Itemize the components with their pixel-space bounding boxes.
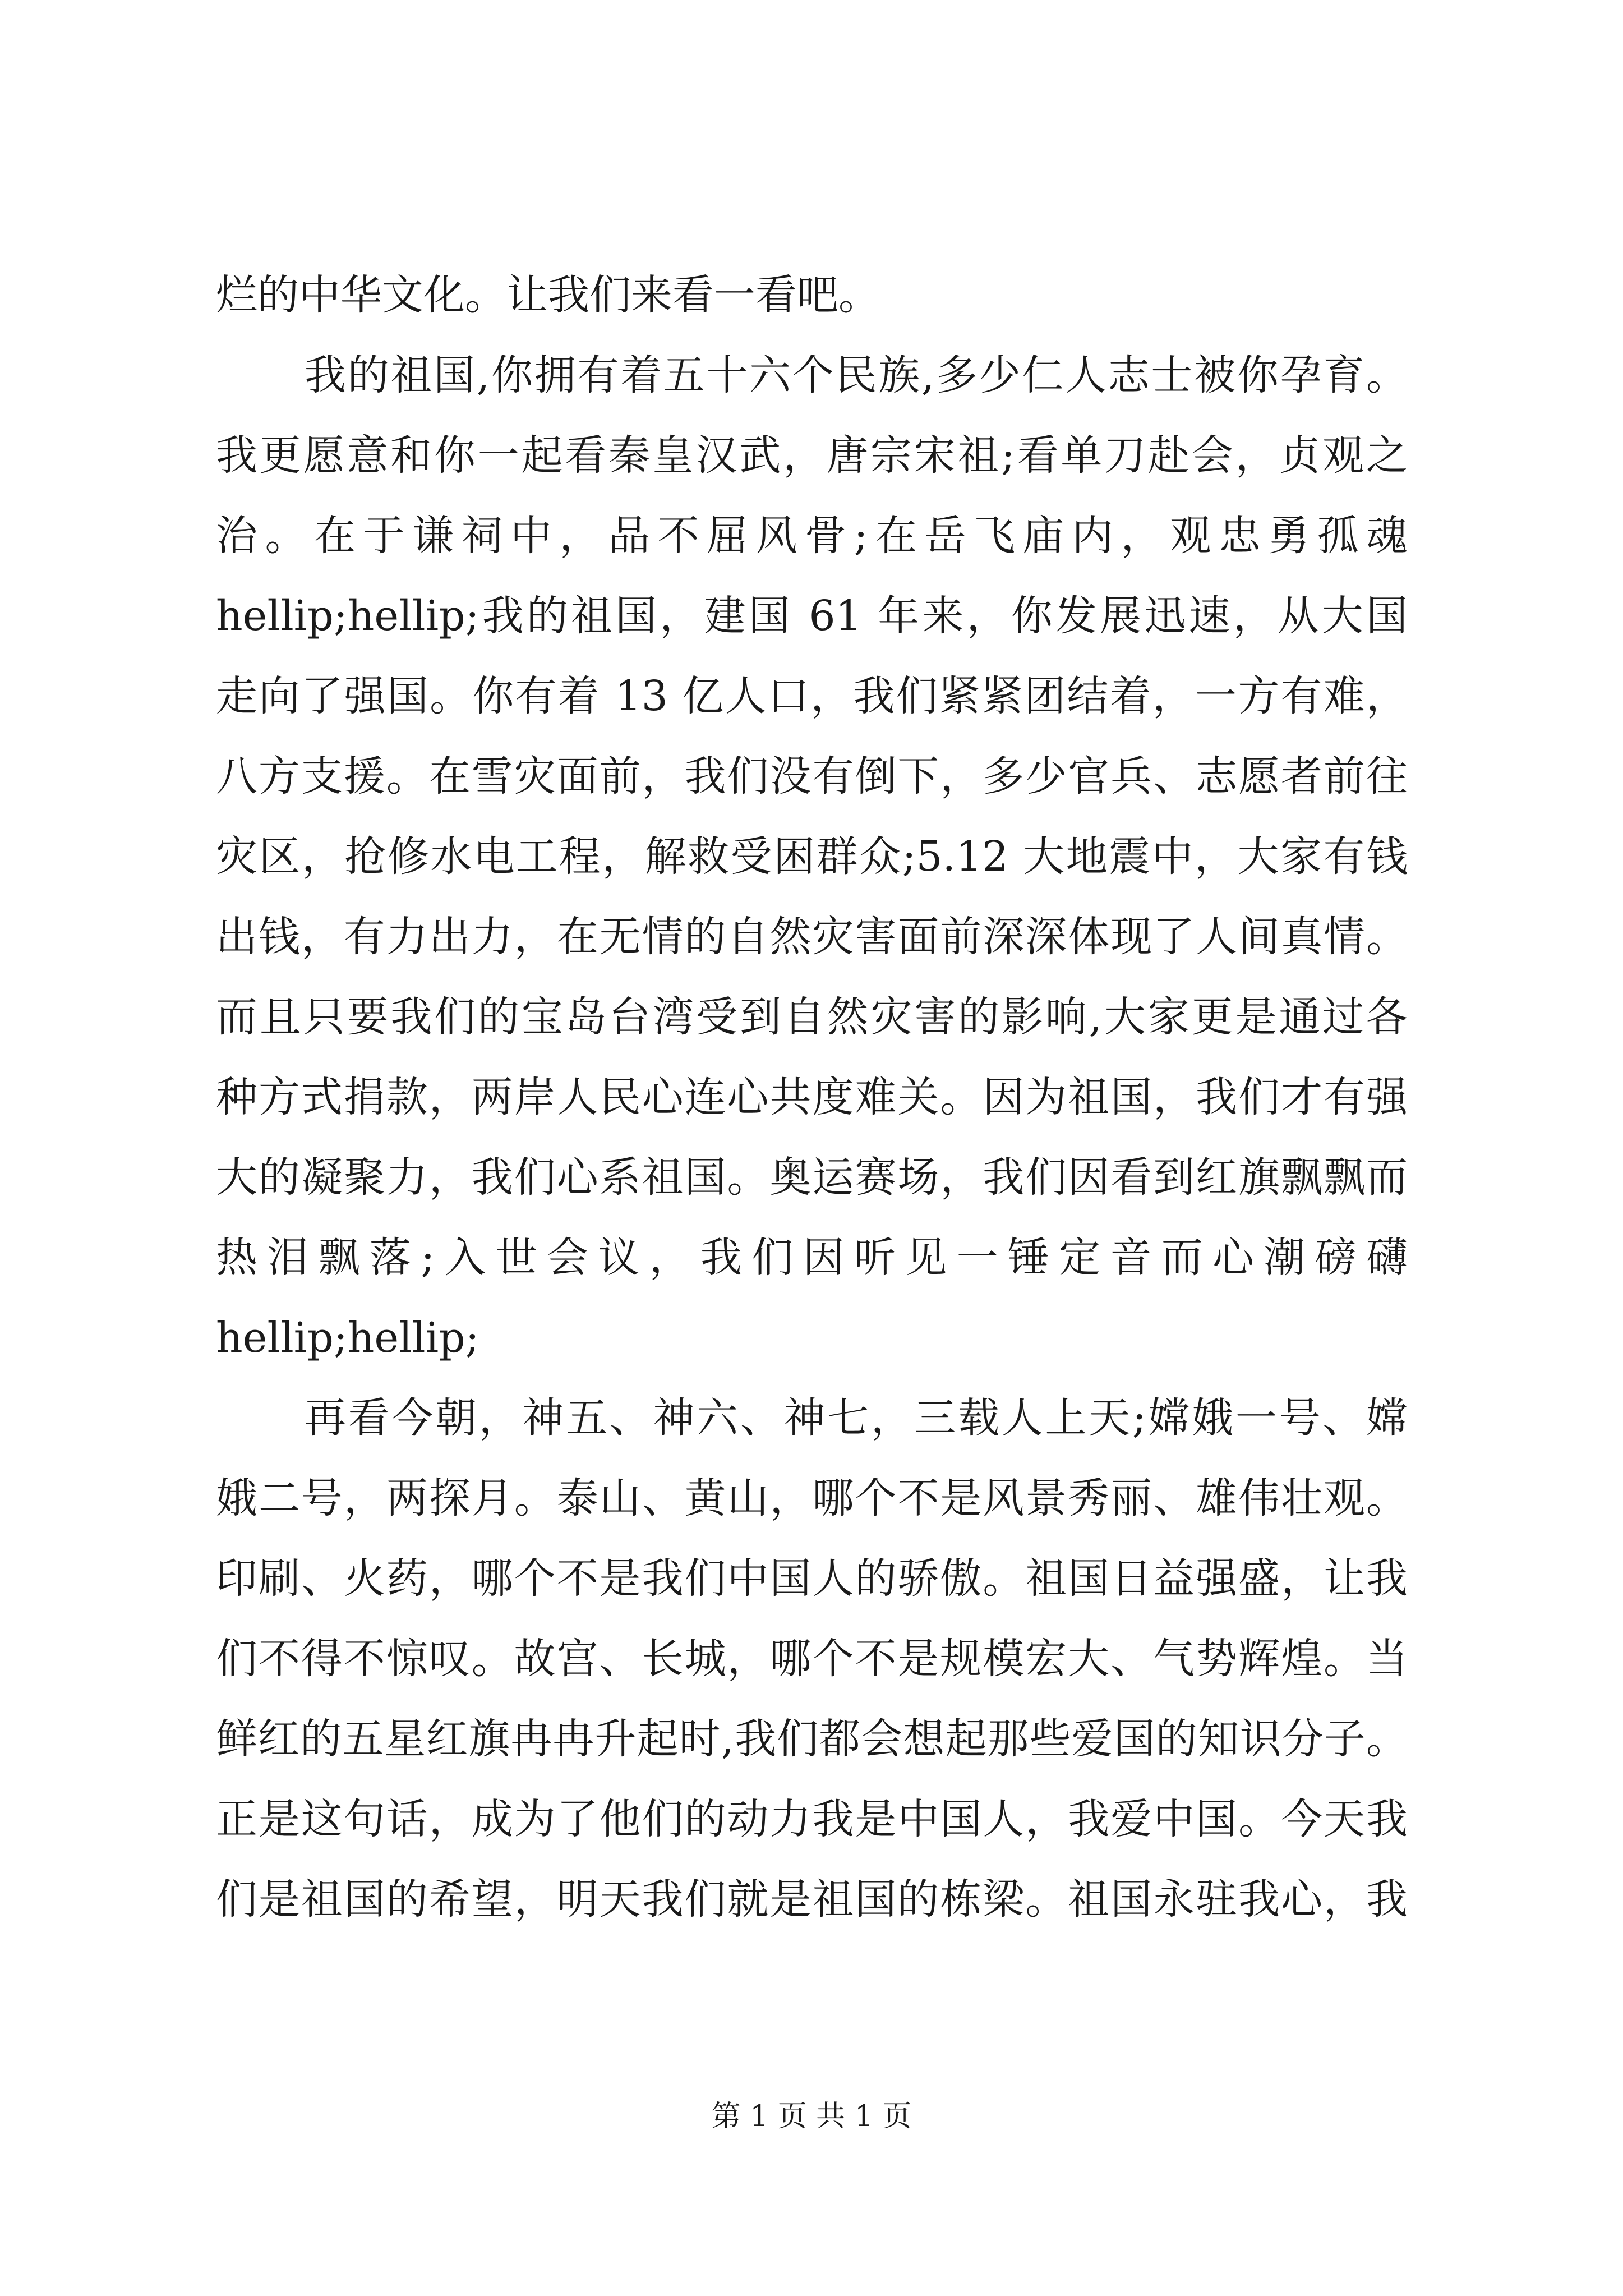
text-line: 热泪飘落;入世会议，我们因听见一锤定音而心潮磅礴 xyxy=(216,1234,1408,1282)
text-line: 们是祖国的希望，明天我们就是祖国的栋梁。祖国永驻我心，我 xyxy=(216,1875,1408,1924)
text-line: 灾区，抢修水电工程，解救受困群众;5.12 大地震中，大家有钱 xyxy=(216,832,1408,881)
text-line: 种方式捐款，两岸人民心连心共度难关。因为祖国，我们才有强 xyxy=(216,1073,1408,1121)
text-line: 鲜红的五星红旗冉冉升起时,我们都会想起那些爱国的知识分子。 xyxy=(216,1715,1408,1763)
text-line: 走向了强国。你有着 13 亿人口，我们紧紧团结着，一方有难， xyxy=(216,672,1408,720)
text-line: 娥二号，两探月。泰山、黄山，哪个不是风景秀丽、雄伟壮观。 xyxy=(216,1474,1408,1522)
text-line: 正是这句话，成为了他们的动力我是中国人，我爱中国。今天我 xyxy=(216,1795,1408,1843)
text-line: 治。在于谦祠中，品不屈风骨;在岳飞庙内，观忠勇孤魂 xyxy=(216,512,1408,560)
text-line: 八方支援。在雪灾面前，我们没有倒下，多少官兵、志愿者前往 xyxy=(216,752,1408,800)
page-number-footer: 第 1 页 共 1 页 xyxy=(711,2100,912,2133)
text-line: hellip;hellip; xyxy=(216,1314,479,1362)
text-line: 大的凝聚力，我们心系祖国。奥运赛场，我们因看到红旗飘飘而 xyxy=(216,1153,1408,1202)
paragraph-start-line: 再看今朝，神五、神六、神七，三载人上天;嫦娥一号、嫦 xyxy=(305,1394,1408,1442)
text-line: 出钱，有力出力，在无情的自然灾害面前深深体现了人间真情。 xyxy=(216,913,1408,961)
text-line: hellip;hellip;我的祖国，建国 61 年来，你发展迅速，从大国 xyxy=(216,592,1408,640)
text-line: 们不得不惊叹。故宫、长城，哪个不是规模宏大、气势辉煌。当 xyxy=(216,1635,1408,1683)
text-line: 而且只要我们的宝岛台湾受到自然灾害的影响,大家更是通过各 xyxy=(216,993,1408,1041)
text-line: 烂的中华文化。让我们来看一看吧。 xyxy=(216,271,880,319)
text-line: 我更愿意和你一起看秦皇汉武，唐宗宋祖;看单刀赴会，贞观之 xyxy=(216,431,1408,480)
paragraph-start-line: 我的祖国,你拥有着五十六个民族,多少仁人志士被你孕育。 xyxy=(305,351,1408,399)
text-line: 印刷、火药，哪个不是我们中国人的骄傲。祖国日益强盛，让我 xyxy=(216,1554,1408,1603)
